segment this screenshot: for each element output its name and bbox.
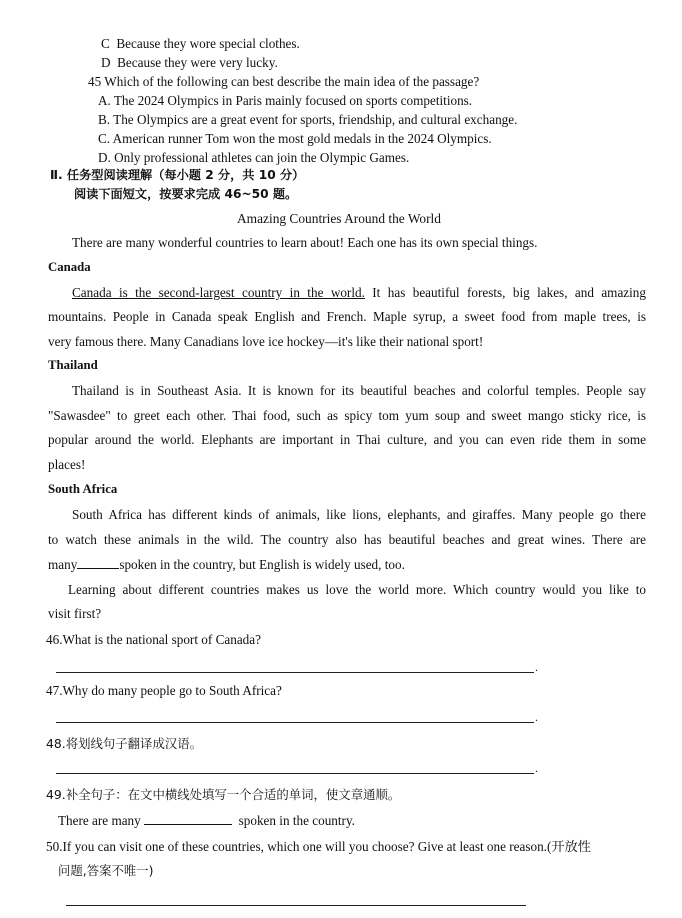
- q49-text: 49.补全句子：在文中横线处填写一个合适的单词，使文章通顺。: [46, 787, 401, 802]
- section-heading: Ⅱ. 任务型阅读理解（每小题 2 分，共 10 分）: [50, 168, 305, 182]
- q49-answer-blank[interactable]: [144, 813, 232, 825]
- q50-answer-line[interactable]: [66, 905, 526, 906]
- q44-option-c: C Because they wore special clothes.: [101, 36, 300, 51]
- south-africa-line-2: to watch these animals in the wild. The country also has beautiful beaches and great wines. There are: [48, 532, 646, 547]
- thailand-line-2: "Sawasdee" to greet each other. Thai food, such as spicy tom yum soup and sweet mango sticky rice, is: [48, 408, 646, 423]
- q48-text: 48.将划线句子翻译成汉语。: [46, 736, 203, 751]
- thailand-line-1: Thailand is in Southeast Asia. It is known for its beautiful beaches and colorful temples. People say: [72, 383, 646, 398]
- q49-sentence: There are many spoken in the country.: [58, 813, 355, 828]
- q47-answer-line[interactable]: [56, 722, 534, 723]
- south-africa-line-3: many spoken in the country, but English is widely used, too.: [48, 557, 405, 572]
- south-africa-heading: South Africa: [48, 482, 118, 496]
- canada-line-1: Canada is the second-largest country in the world. It has beautiful forests, big lakes, and amazing: [72, 285, 646, 300]
- q50-text-line-1: 50.If you can visit one of these countries, which one will you choose? Give at least one reason.(开放性: [46, 839, 591, 854]
- q46-text: 46.What is the national sport of Canada?: [46, 632, 261, 647]
- q45-option-d: D. Only professional athletes can join the Olympic Games.: [98, 150, 410, 165]
- closing-line-1: Learning about different countries makes us love the world more. Which country would you like to: [68, 582, 646, 597]
- q46-answer-line[interactable]: [56, 672, 534, 673]
- section-instruction: 阅读下面短文，按要求完成 46~50 题。: [74, 187, 298, 201]
- passage-intro: There are many wonderful countries to learn about! Each one has its own special things.: [72, 235, 538, 250]
- canada-line-2: mountains. People in Canada speak English and French. Maple syrup, a sweet food from maple trees, is: [48, 309, 646, 324]
- q45-option-b: B. The Olympics are a great event for sports, friendship, and cultural exchange.: [98, 112, 518, 127]
- south-africa-line-1: South Africa has different kinds of animals, like lions, elephants, and giraffes. Many people go there: [72, 507, 646, 522]
- q46-period: .: [535, 660, 538, 674]
- q47-text: 47.Why do many people go to South Africa?: [46, 683, 282, 698]
- q47-period: .: [535, 710, 538, 724]
- q48-answer-line[interactable]: [56, 773, 534, 774]
- q44-option-d: D Because they were very lucky.: [101, 55, 278, 70]
- underlined-sentence: Canada is the second-largest country in the world.: [72, 285, 365, 300]
- thailand-line-4: places!: [48, 457, 86, 472]
- closing-line-2: visit first?: [48, 606, 102, 621]
- canada-line-3: very famous there. Many Canadians love ice hockey—it's like their national sport!: [48, 334, 484, 349]
- canada-heading: Canada: [48, 260, 91, 274]
- answer-blank: [77, 557, 119, 569]
- thailand-line-3: popular around the world. Elephants are important in Thai culture, and you can even ride them in some: [48, 432, 646, 447]
- thailand-heading: Thailand: [48, 358, 98, 372]
- q48-period: .: [535, 761, 538, 775]
- q45-option-a: A. The 2024 Olympics in Paris mainly focused on sports competitions.: [98, 93, 473, 108]
- q50-text-line-2: 问题,答案不唯一): [58, 863, 154, 878]
- q45-option-c: C. American runner Tom won the most gold medals in the 2024 Olympics.: [98, 131, 492, 146]
- q45-stem: 45 Which of the following can best describe the main idea of the passage?: [88, 74, 480, 89]
- passage-title: Amazing Countries Around the World: [237, 211, 441, 226]
